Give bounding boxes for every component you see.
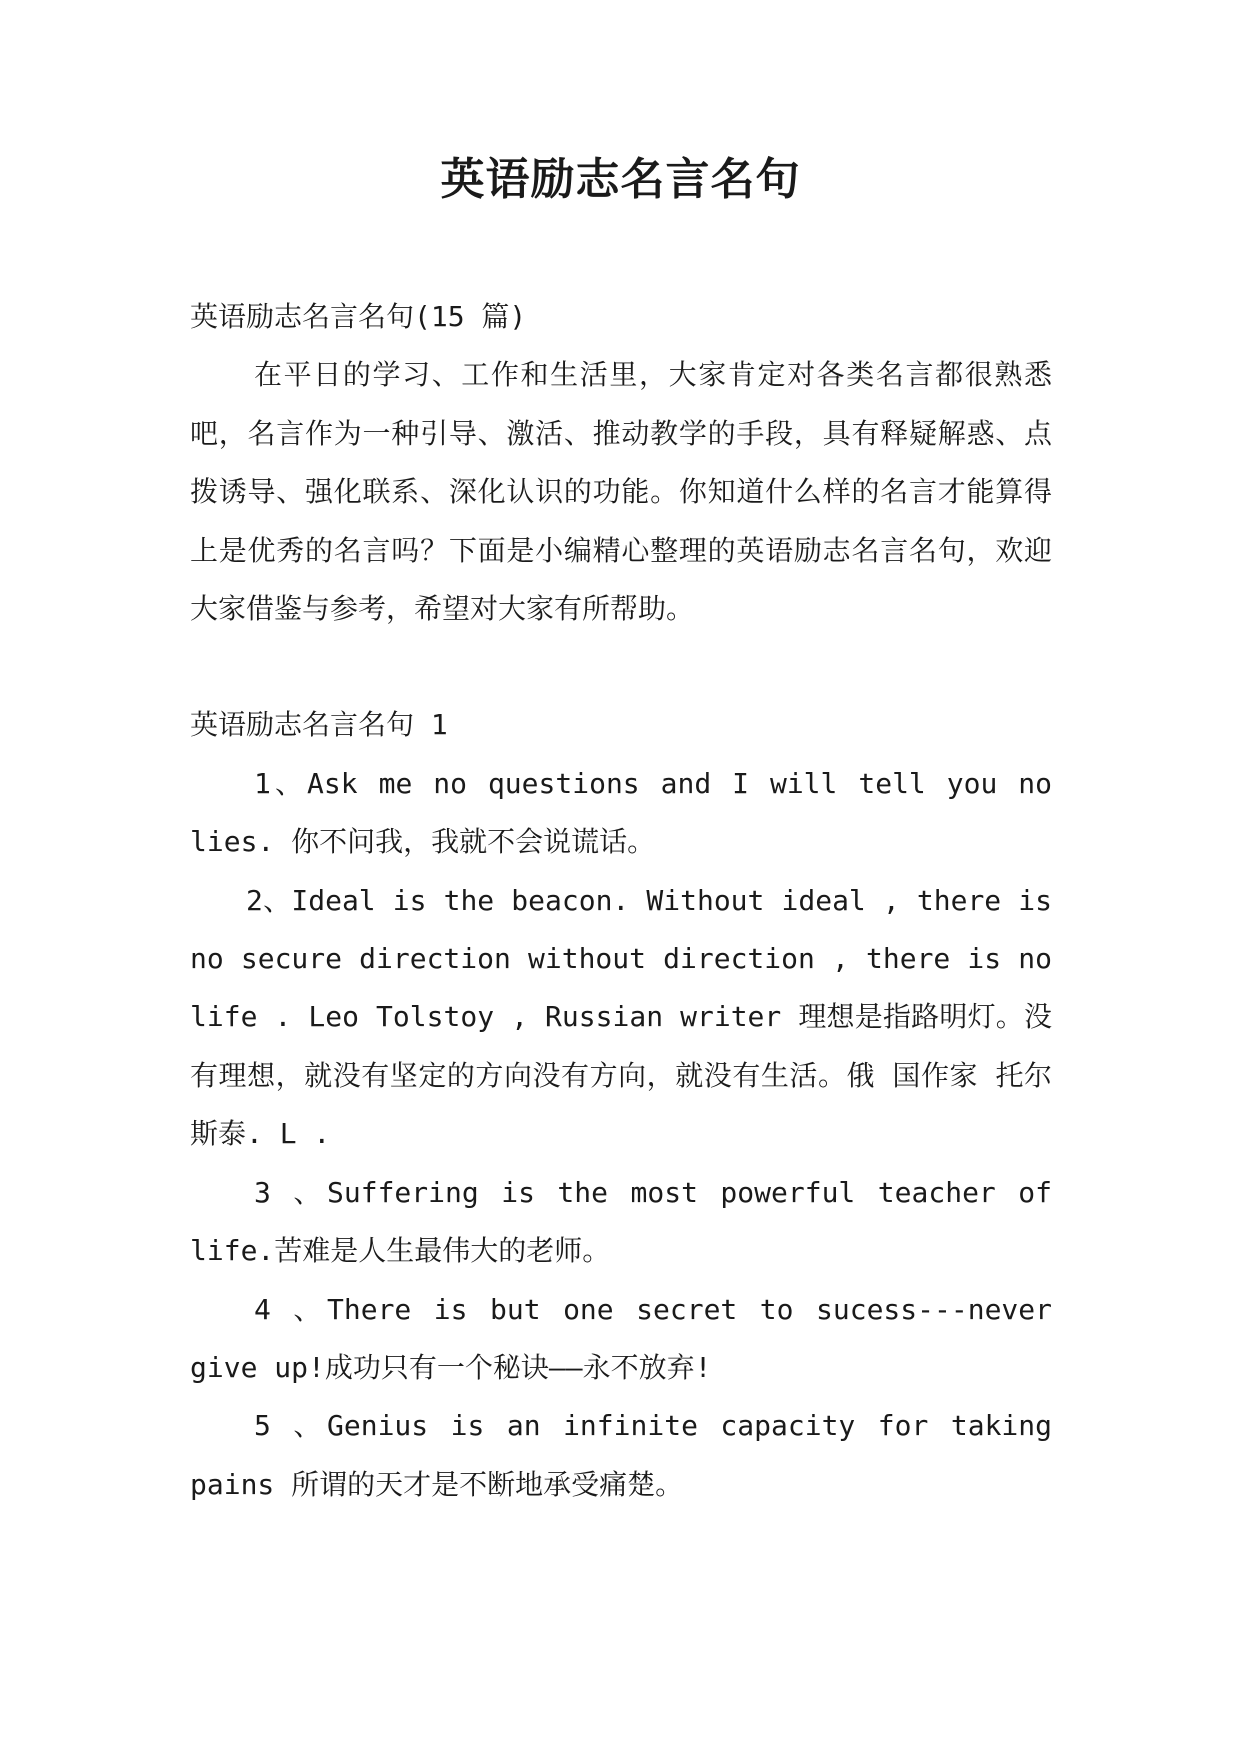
section-heading: 英语励志名言名句 1: [190, 708, 448, 742]
quote-item-4: 4 、There is but one secret to sucess---never give up!成功只有一个秘诀——永不放弃!: [190, 1292, 1052, 1384]
quote-item-3: 3 、Suffering is the most powerful teacher of life.苦难是人生最伟大的老师。: [190, 1175, 1052, 1268]
quote-item-1: 1、Ask me no questions and I will tell you no lies. 你不问我，我就不会说谎话。: [190, 766, 1052, 859]
quote-item-5: 5 、Genius is an infinite capacity for taking pains 所谓的天才是不断地承受痛楚。: [190, 1409, 1052, 1501]
document-subtitle: 英语励志名言名句(15 篇): [190, 300, 527, 333]
quote-item-2: 2、Ideal is the beacon. Without ideal , there is no secure direction without direction , there is no life . Leo Tolstoy , Russian writer 理想是指路明灯。没有理想，就没有坚定的方向没有方向，就没有生活。俄 国作家 托尔斯泰. L .: [190, 883, 1052, 1151]
document-title: 英语励志名言名句: [440, 154, 801, 205]
document-body: [190, 288, 1052, 1514]
paragraph-spacer: [190, 638, 1052, 696]
intro-paragraph: 在平日的学习、工作和生活里，大家肯定对各类名言都很熟悉吧，名言作为一种引导、激活、推动教学的手段，具有释疑解惑、点拨诱导、强化联系、深化认识的功能。你知道什么样的名言才能算得上是优秀的名言吗？下面是小编精心整理的英语励志名言名句，欢迎大家借鉴与参考，希望对大家有所帮助。: [190, 358, 1052, 626]
